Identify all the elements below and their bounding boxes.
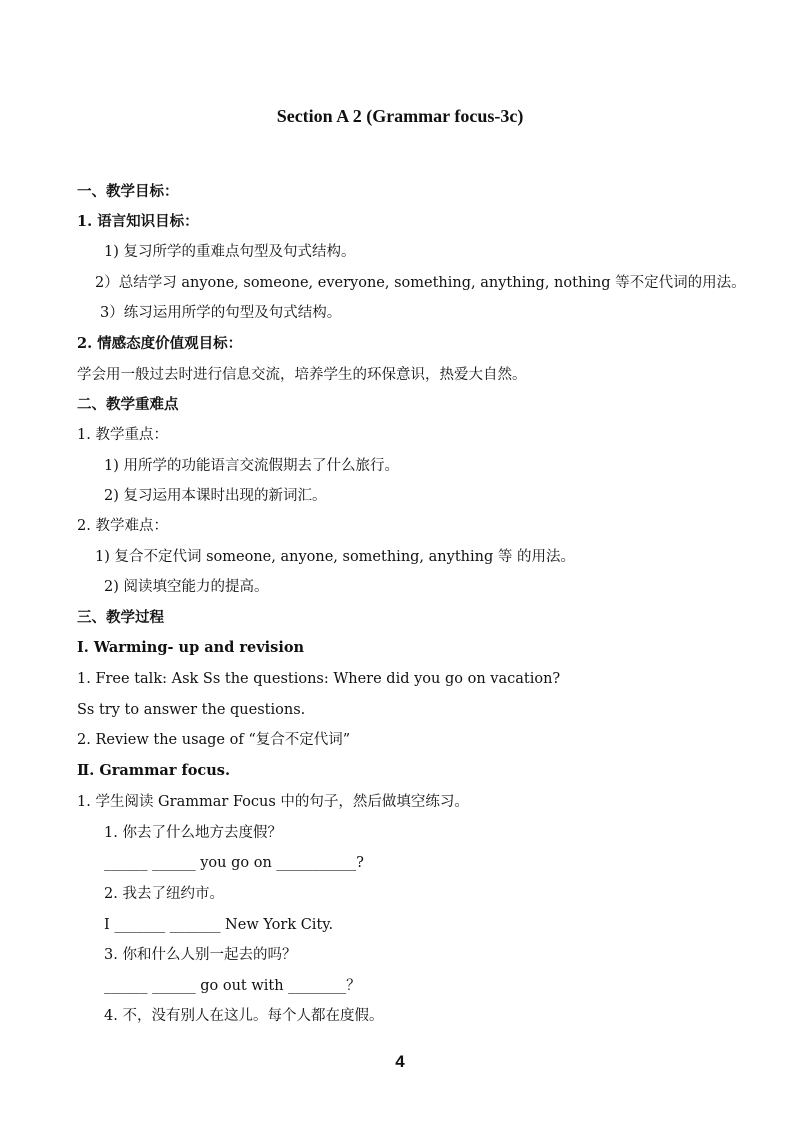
subheading-language-knowledge: 1. 语言知识目标：: [77, 213, 199, 230]
exercise-prompt: 2. 我去了纽约市。: [104, 886, 224, 902]
page-number: 4: [395, 1052, 405, 1071]
exercise-prompt: 3. 你和什么人别一起去的吗？: [104, 947, 297, 963]
subheading-emotional-goals: 2. 情感态度价值观目标：: [77, 335, 243, 352]
list-item: 2) 复习运用本课时出现的新词汇。: [104, 488, 327, 504]
list-item: 3）练习运用所学的句型及句式结构。: [100, 305, 342, 321]
list-item: 2) 阅读填空能力的提高。: [104, 579, 269, 595]
heading-key-points: 二、教学重难点: [77, 396, 179, 413]
subheading-key-point: 1. 教学重点：: [77, 427, 168, 443]
document-title: Section A 2 (Grammar focus-3c): [276, 106, 524, 126]
exercise-prompt: 4. 不，没有别人在这儿。每个人都在度假。: [104, 1008, 384, 1024]
list-item: 1) 用所学的功能语言交流假期去了什么旅行。: [104, 458, 399, 474]
list-item: 2）总结学习 anyone, someone, everyone, something, anything, nothing 等不定代词的用法。: [95, 275, 746, 291]
heading-teaching-process: 三、教学过程: [77, 609, 164, 626]
paragraph: 学会用一般过去时进行信息交流，培养学生的环保意识，热爱大自然。: [77, 367, 527, 383]
paragraph: 1. Free talk: Ask Ss the questions: Where did you go on vacation?: [77, 671, 561, 687]
paragraph: 1. 学生阅读 Grammar Focus 中的句子，然后做填空练习。: [77, 794, 469, 810]
exercise-blank-line: ______ ______ go out with ________？: [104, 978, 361, 994]
exercise-prompt: 1. 你去了什么地方去度假？: [104, 825, 282, 841]
exercise-blank-line: I _______ _______ New York City.: [104, 917, 334, 933]
list-item: 1) 复合不定代词 someone, anyone, something, anything 等 的用法。: [95, 549, 575, 565]
section-grammar-focus: Ⅱ. Grammar focus.: [77, 762, 230, 779]
heading-teaching-objectives: 一、教学目标：: [77, 183, 179, 200]
subheading-difficult-point: 2. 教学难点：: [77, 518, 168, 534]
paragraph: Ss try to answer the questions.: [77, 702, 306, 718]
section-warming-up: Ⅰ. Warming- up and revision: [77, 639, 305, 656]
paragraph: 2. Review the usage of “复合不定代词”: [77, 732, 351, 748]
exercise-blank-line: ______ ______ you go on ___________?: [104, 855, 364, 871]
list-item: 1) 复习所学的重难点句型及句式结构。: [104, 244, 356, 260]
